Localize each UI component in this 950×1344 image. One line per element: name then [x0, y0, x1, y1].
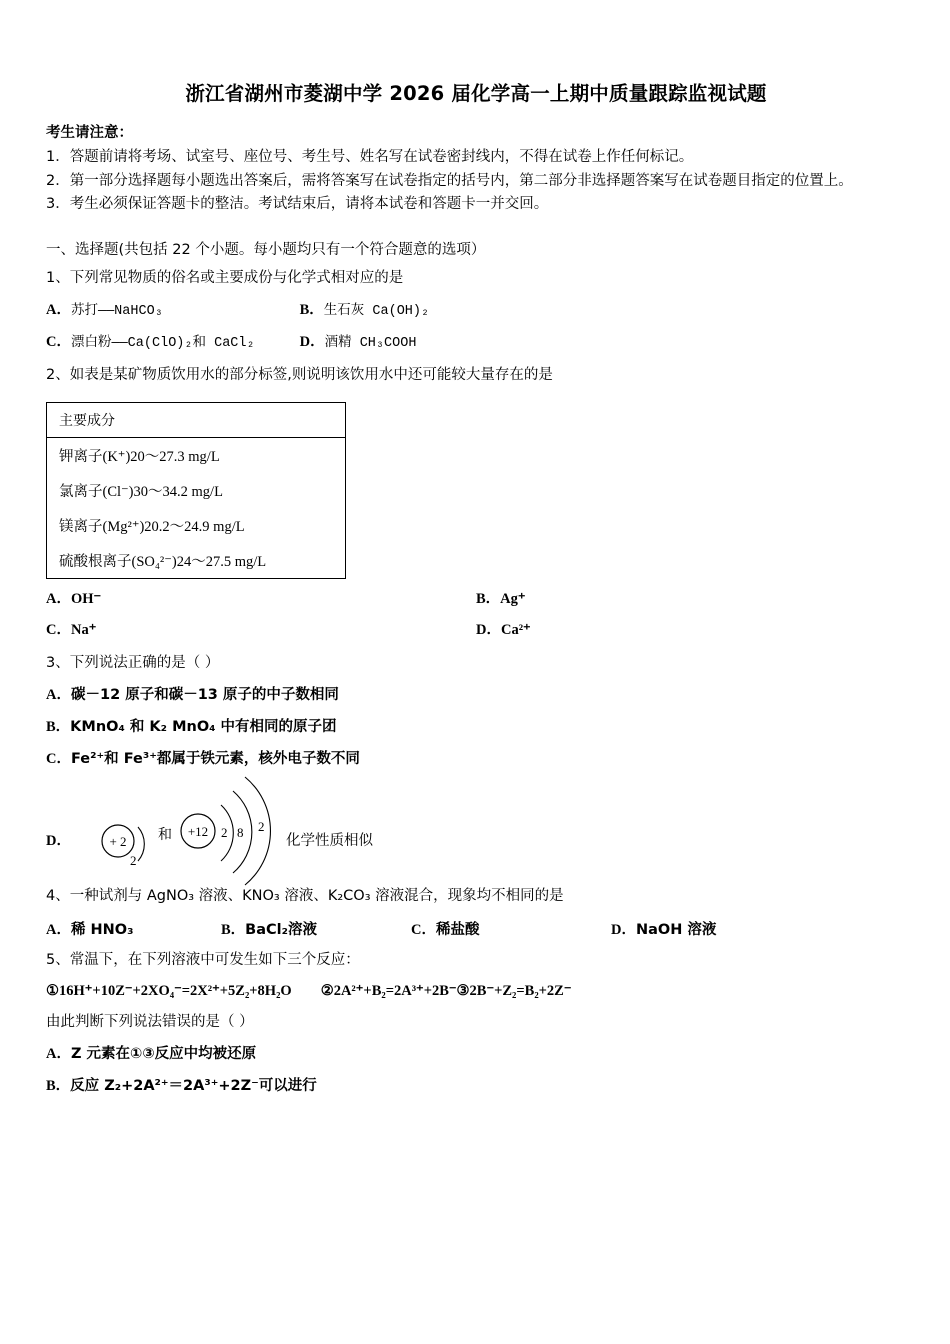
table-row [47, 473, 346, 508]
question-1-text: 下列常见物质的俗名或主要成份与化学式相对应的是 [69, 269, 404, 286]
question-1-number: 1、 [46, 269, 70, 286]
question-4-options-row [46, 918, 906, 939]
question-3-text: 下列说法正确的是（ ） [69, 655, 220, 672]
question-4-text: 一种试剂与 AgNO₃ 溶液、KNO₃ 溶液、K₂CO₃ 溶液混合，现象均不相同的是 [69, 887, 564, 904]
atom-structure-diagram-icon [82, 765, 312, 895]
question-4-option-d: D．NaOH 溶液 [611, 921, 717, 938]
table-cell-magnesium: 镁离子(Mg²⁺)20.2～24.9 mg/L [59, 518, 245, 535]
question-3-option-d-text: 化学性质相似 [286, 832, 373, 849]
table-cell-chloride: 氯离子(Cl⁻)30～34.2 mg/L [59, 483, 223, 500]
notice-item-1: 1．答题前请将考场、试室号、座位号、考生号、姓名写在试卷密封线内，不得在试卷上作任何标记。 [46, 149, 694, 166]
question-2-text: 如表是某矿物质饮用水的部分标签,则说明该饮用水中还可能较大量存在的是 [69, 367, 553, 384]
page-title: 浙江省湖州市菱湖中学 2026 届化学高一上期中质量跟踪监视试题 [185, 82, 767, 105]
table-header-row [47, 402, 346, 437]
question-1-option-c: C．漂白粉——Ca(ClO)₂和 CaCl₂ [46, 334, 255, 352]
question-2-stem [46, 364, 906, 387]
question-3-option-d [46, 781, 906, 877]
svg-text:8: 8 [237, 824, 244, 840]
question-3-option-b: B．KMnO₄ 和 K₂ MnO₄ 中有相同的原子团 [46, 719, 337, 736]
question-1-option-d: D．酒精 CH₃COOH [299, 334, 417, 352]
question-5-equations: ①16H⁺+10Z⁻+2XO₄⁻=2X²⁺+5Z₂+8H₂O ②2A²⁺+B₂=2A³⁺+2B⁻③2B⁻+Z₂=B₂+2Z⁻ [46, 982, 572, 999]
question-4-option-b: B．BaCl₂溶液 [221, 921, 317, 938]
document-content [46, 80, 906, 1108]
table-cell-potassium: 钾离子(K⁺)20～27.3 mg/L [59, 448, 220, 465]
question-3-number: 3、 [46, 655, 70, 672]
question-2-option-d: D．Ca²⁺ [476, 622, 531, 639]
notice-heading: 考生请注意： [46, 125, 133, 142]
question-4-option-a: A．稀 HNO₃ [46, 921, 134, 938]
mineral-water-label-table [46, 402, 346, 579]
question-1-options-row-1 [46, 300, 906, 322]
question-2-options-row-1 [46, 589, 906, 611]
table-row [47, 543, 346, 579]
svg-text:+12: +12 [187, 823, 209, 839]
svg-text:2: 2 [221, 824, 228, 840]
svg-text:和: 和 [158, 826, 172, 843]
question-5-stem [46, 949, 906, 972]
table-row [47, 437, 346, 473]
question-5-number: 5、 [46, 951, 70, 968]
question-5-option-a: A．Z 元素在①③反应中均被还原 [46, 1046, 257, 1063]
question-5-option-b: B．反应 Z₂+2A²⁺＝2A³⁺+2Z⁻可以进行 [46, 1078, 317, 1095]
question-2-option-c: C．Na⁺ [46, 622, 97, 639]
question-1-stem [46, 267, 906, 290]
svg-text:2: 2 [130, 852, 137, 868]
svg-text:2: 2 [258, 818, 265, 834]
question-2-options-row-2 [46, 620, 906, 642]
question-3-option-a: A．碳－12 原子和碳－13 原子的中子数相同 [46, 687, 339, 704]
section-heading-choice: 一、选择题(共包括 22 个小题。每小题均只有一个符合题意的选项） [46, 241, 486, 258]
question-5-conclusion: 由此判断下列说法错误的是（ ） [46, 1014, 254, 1031]
question-3-option-d-label: D． [46, 832, 71, 849]
question-2-option-b: B．Ag⁺ [476, 590, 526, 607]
question-1-option-a: A．苏打——NaHCO₃ [46, 301, 163, 319]
question-1-options-row-2 [46, 332, 906, 354]
question-2-option-a: A．OH⁻ [46, 590, 102, 607]
question-1-option-b: B．生石灰 Ca(OH)₂ [299, 301, 430, 319]
question-5-text: 常温下，在下列溶液中可发生如下三个反应： [69, 951, 360, 968]
notice-item-2: 2．第一部分选择题每小题选出答案后，需将答案写在试卷指定的括号内，第二部分非选择题答案写在试卷题目指定的位置上。 [46, 172, 853, 189]
question-3-stem [46, 652, 906, 675]
svg-text:+ 2: + 2 [109, 833, 127, 849]
question-4-number: 4、 [46, 887, 70, 904]
table-cell-sulfate: 硫酸根离子(SO₄²⁻)24～27.5 mg/L [59, 553, 267, 570]
question-2-number: 2、 [46, 367, 70, 384]
question-3-option-c: C．Fe²⁺和 Fe³⁺都属于铁元素，核外电子数不同 [46, 750, 360, 767]
table-row [47, 508, 346, 543]
question-4-option-c: C．稀盐酸 [411, 921, 480, 938]
notice-item-3: 3．考生必须保证答题卡的整洁。考试结束后，请将本试卷和答题卡一并交回。 [46, 196, 549, 213]
table-header-cell: 主要成分 [47, 402, 346, 437]
